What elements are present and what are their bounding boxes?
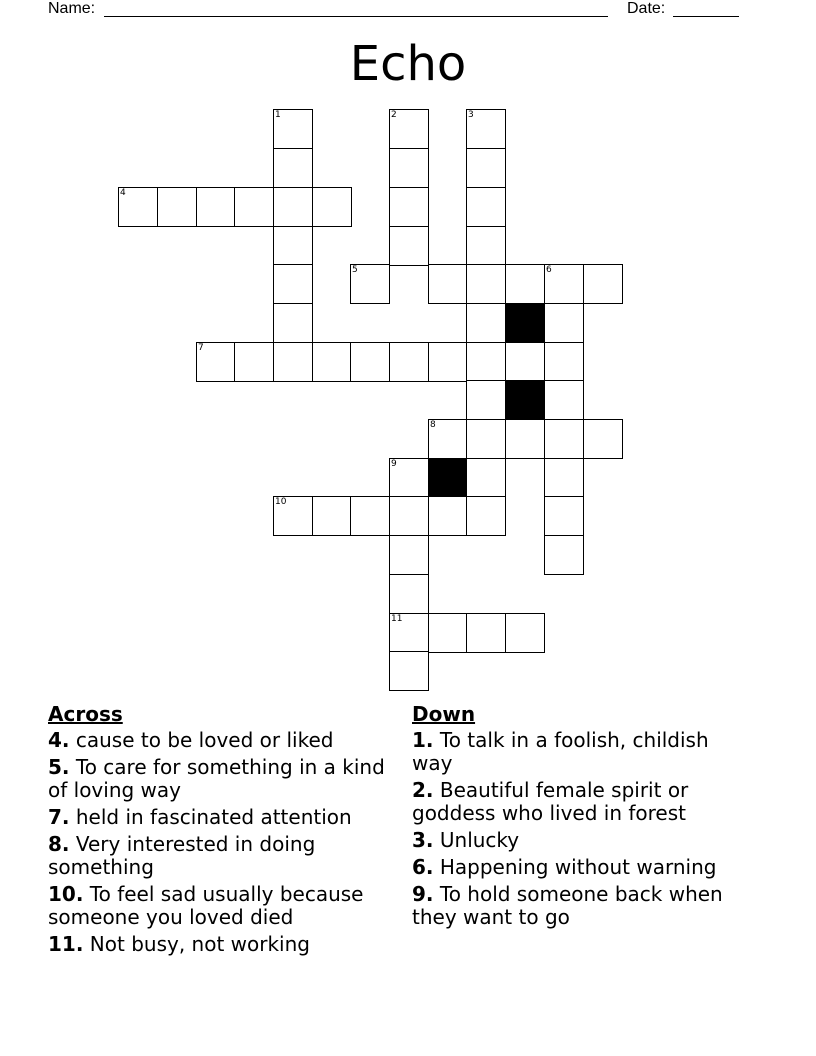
clue-text: Happening without warning [433,855,717,879]
cell-number: 2 [391,110,397,120]
cell-number: 7 [198,343,204,353]
grid-cell[interactable] [389,574,429,614]
across-clue-7 [48,806,388,829]
clue-text: To feel sad usually because someone you loved died [48,882,364,929]
grid-cell[interactable] [273,148,313,188]
clue-text: Beautiful female spirit or goddess who lived in forest [412,778,689,825]
grid-cell[interactable] [350,496,390,536]
across-clue-4 [48,729,388,752]
across-heading: Across [48,702,123,726]
grid-cell[interactable] [312,496,352,536]
cell-number: 10 [275,497,287,507]
grid-cell[interactable] [428,342,468,382]
across-clue-11 [48,933,388,956]
cell-number: 6 [546,265,552,275]
grid-cell[interactable] [350,342,390,382]
grid-cell[interactable] [350,264,390,304]
grid-cell[interactable] [505,613,545,653]
down-clue-1 [412,729,752,775]
cell-number: 9 [391,459,397,469]
clue-number: 5. [48,755,70,779]
clue-number: 3. [412,828,434,852]
grid-cell[interactable] [466,419,506,459]
clue-number: 2. [412,778,434,802]
down-clue-9 [412,883,752,929]
clue-number: 8. [48,832,70,856]
down-clues [412,702,752,933]
clue-text: Unlucky [433,828,520,852]
grid-cell[interactable] [466,458,506,498]
grid-cell[interactable] [273,226,313,266]
grid-cell[interactable] [157,187,197,227]
grid-cell[interactable] [273,496,313,536]
clue-text: Very interested in doing something [48,832,316,879]
grid-cell[interactable] [544,380,584,420]
grid-cell[interactable] [196,342,236,382]
date-label: Date: [627,0,666,17]
grid-cell[interactable] [505,419,545,459]
grid-cell[interactable] [428,613,468,653]
grid-cell[interactable] [428,419,468,459]
grid-cell[interactable] [196,187,236,227]
grid-cell[interactable] [428,264,468,304]
grid-cell[interactable] [505,342,545,382]
grid-block [505,380,545,420]
grid-cell[interactable] [466,148,506,188]
clue-number: 1. [412,728,434,752]
grid-cell[interactable] [389,496,429,536]
cell-number: 3 [468,110,474,120]
grid-cell[interactable] [234,187,274,227]
grid-cell[interactable] [583,264,623,304]
grid-block [505,303,545,343]
grid-cell[interactable] [544,458,584,498]
grid-cell[interactable] [544,342,584,382]
grid-cell[interactable] [389,148,429,188]
clue-number: 9. [412,882,434,906]
grid-cell[interactable] [234,342,274,382]
grid-cell[interactable] [544,496,584,536]
grid-cell[interactable] [466,109,506,149]
grid-cell[interactable] [273,109,313,149]
across-clue-10 [48,883,388,929]
clue-number: 10. [48,882,84,906]
clue-text: held in fascinated attention [69,805,352,829]
grid-cell[interactable] [273,187,313,227]
grid-cell[interactable] [428,496,468,536]
grid-cell[interactable] [466,187,506,227]
grid-cell[interactable] [544,264,584,304]
grid-cell[interactable] [466,380,506,420]
grid-cell[interactable] [389,535,429,575]
clue-text: To hold someone back when they want to go [412,882,723,929]
grid-cell[interactable] [466,226,506,266]
grid-cell[interactable] [466,342,506,382]
grid-cell[interactable] [273,342,313,382]
grid-cell[interactable] [505,264,545,304]
grid-cell[interactable] [118,187,158,227]
down-clue-6 [412,856,752,879]
clue-text: Not busy, not working [83,932,310,956]
clue-number: 6. [412,855,434,879]
cell-number: 11 [391,614,403,624]
grid-block [428,458,468,498]
grid-cell[interactable] [389,226,429,266]
grid-cell[interactable] [544,419,584,459]
grid-cell[interactable] [273,303,313,343]
clue-number: 4. [48,728,70,752]
name-label: Name: [48,0,96,17]
grid-cell[interactable] [466,303,506,343]
across-clue-8 [48,833,388,879]
down-clue-2 [412,779,752,825]
cell-number: 1 [275,110,281,120]
grid-cell[interactable] [389,187,429,227]
down-clue-3 [412,829,752,852]
grid-cell[interactable] [466,264,506,304]
grid-cell[interactable] [544,535,584,575]
cell-number: 5 [352,265,358,275]
grid-cell[interactable] [389,342,429,382]
grid-cell[interactable] [389,613,429,653]
grid-cell[interactable] [466,613,506,653]
clue-text: cause to be loved or liked [69,728,334,752]
grid-cell[interactable] [544,303,584,343]
across-clues [48,702,388,960]
grid-cell[interactable] [389,109,429,149]
cell-number: 4 [120,188,126,198]
grid-cell[interactable] [389,651,429,691]
down-heading: Down [412,702,476,726]
clue-text: To talk in a foolish, childish way [412,728,709,775]
page-title: Echo [349,36,467,92]
grid-cell[interactable] [466,496,506,536]
cell-number: 8 [430,420,436,430]
across-clue-5 [48,756,388,802]
grid-cell[interactable] [583,419,623,459]
grid-cell[interactable] [312,187,352,227]
grid-cell[interactable] [312,342,352,382]
clue-text: To care for something in a kind of loving way [48,755,385,802]
grid-cell[interactable] [273,264,313,304]
clue-number: 7. [48,805,70,829]
clue-number: 11. [48,932,84,956]
grid-cell[interactable] [389,458,429,498]
